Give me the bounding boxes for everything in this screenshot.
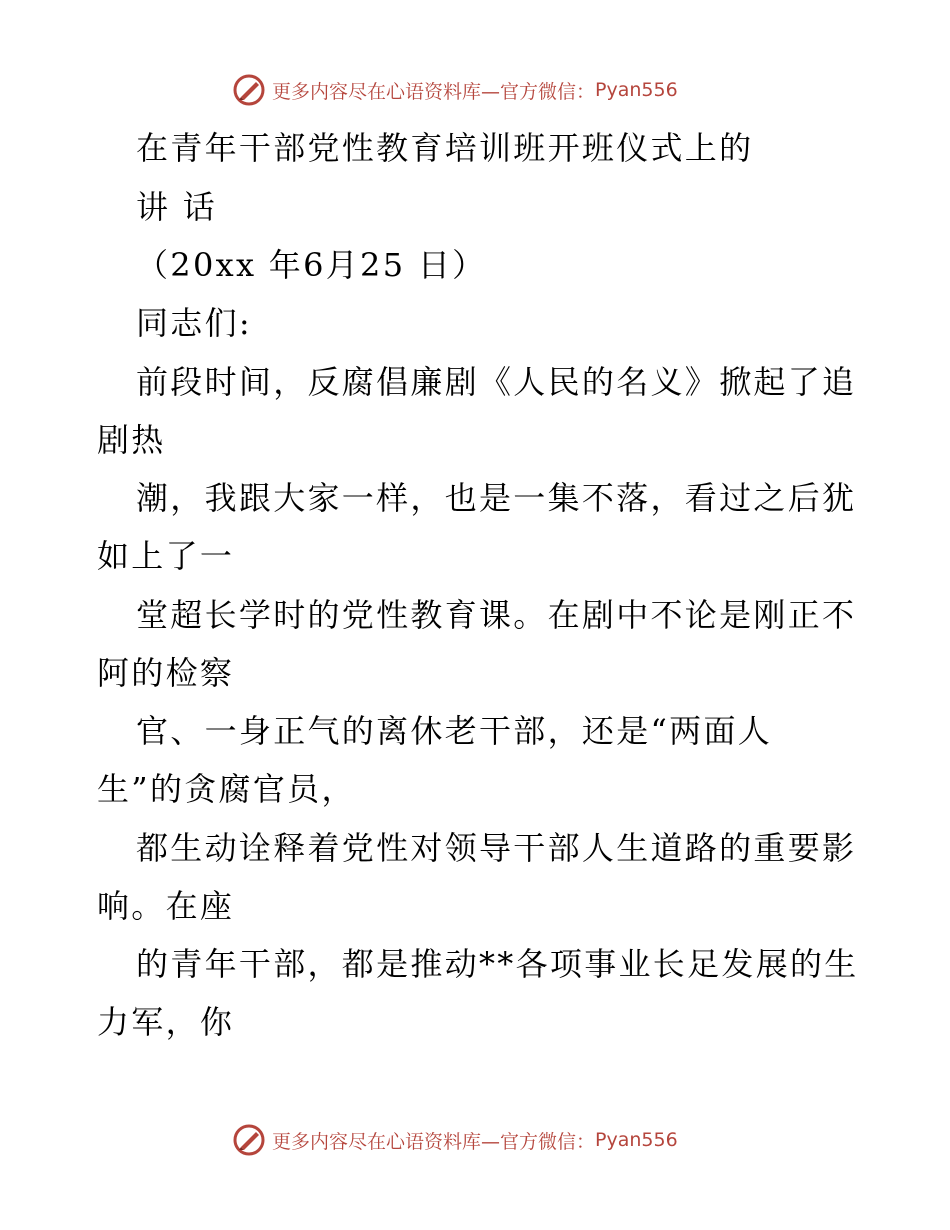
header-banner bbox=[232, 72, 678, 108]
title-line: 在青年干部党性教育培训班开班仪式上的 bbox=[136, 129, 754, 167]
text-line: 如上了一 bbox=[97, 537, 235, 575]
text-line: 剧热 bbox=[97, 421, 166, 459]
text-line: 官、一身正气的离休老干部，还是“两面人 bbox=[136, 712, 773, 750]
salutation-line: 同志们: bbox=[136, 304, 252, 342]
banner-text: 更多内容尽在心语资料库—官方微信： bbox=[272, 80, 596, 103]
text-line: 生”的贪腐官员， bbox=[97, 770, 356, 808]
text-line: 前段时间，反腐倡廉剧《人民的名义》掀起了追 bbox=[136, 363, 857, 401]
footer-banner bbox=[232, 1122, 678, 1158]
title-line: 讲 话 bbox=[136, 188, 218, 226]
text-line: 的青年干部，都是推动**各项事业长足发展的生 bbox=[136, 945, 859, 983]
banner-text: 更多内容尽在心语资料库—官方微信： bbox=[272, 1130, 596, 1153]
banner-contact: Pyan556 bbox=[595, 1129, 678, 1151]
text-line: 都生动诠释着党性对领导干部人生道路的重要影 bbox=[136, 829, 857, 867]
banner-contact: Pyan556 bbox=[595, 79, 678, 101]
text-line: 响。在座 bbox=[97, 887, 235, 925]
text-line: 力军，你 bbox=[97, 1003, 235, 1041]
pen-logo-icon bbox=[232, 1123, 266, 1157]
pen-logo-icon bbox=[232, 73, 266, 107]
date-line: （20xx 年6月25 日） bbox=[136, 246, 487, 284]
text-line: 潮，我跟大家一样，也是一集不落，看过之后犹 bbox=[136, 479, 857, 517]
text-line: 阿的检察 bbox=[97, 654, 235, 692]
text-line: 堂超长学时的党性教育课。在剧中不论是刚正不 bbox=[136, 596, 857, 634]
